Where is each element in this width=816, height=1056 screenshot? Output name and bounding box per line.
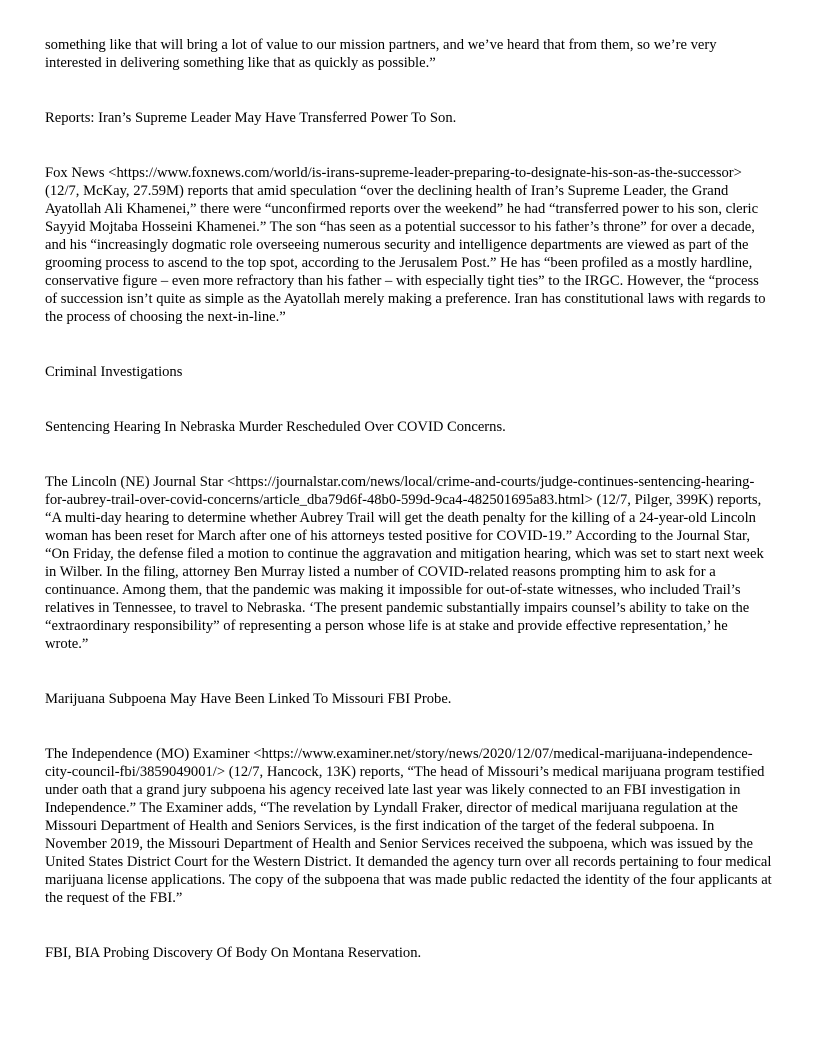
spacer <box>45 127 773 164</box>
headline-marijuana-subpoena: Marijuana Subpoena May Have Been Linked To Missouri FBI Probe. <box>45 691 452 707</box>
spacer <box>45 326 773 363</box>
paragraph-mission-partners-quote: something like that will bring a lot of value to our mission partners, and we’ve heard that from them, so we’re very interested in delivering something like that as quickly as possible.” <box>45 37 717 71</box>
spacer <box>45 653 773 690</box>
spacer <box>45 907 773 944</box>
spacer <box>45 381 773 418</box>
spacer <box>45 72 773 109</box>
document-page <box>45 36 773 962</box>
headline-nebraska-sentencing: Sentencing Hearing In Nebraska Murder Rescheduled Over COVID Concerns. <box>45 419 506 435</box>
paragraph-independence-examiner: The Independence (MO) Examiner <https://www.examiner.net/story/news/2020/12/07/medical-marijuana-independence-city-council-fbi/3859049001/> (12/7, Hancock, 13K) reports, “The head of Missouri’s medical marijuana program testified under oath that a grand jury subpoena his agency received late last year was likely connected to an FBI investigation in Independence.” The Examiner adds, “The revelation by Lyndall Fraker, director of medical marijuana regulation at the Missouri Department of Health and Seniors Services, is the first indication of the target of the federal subpoena. In November 2019, the Missouri Department of Health and Senior Services received the subpoena, which was issued by the United States District Court for the Western District. It demanded the agency turn over all records pertaining to four medical marijuana license applications. The copy of the subpoena that was made public redacted the identity of the four applicants at the request of the FBI.” <box>45 746 772 906</box>
headline-fbi-bia-montana: FBI, BIA Probing Discovery Of Body On Montana Reservation. <box>45 945 422 961</box>
paragraph-lincoln-journal-star: The Lincoln (NE) Journal Star <https://journalstar.com/news/local/crime-and-courts/judge-continues-sentencing-hearing-for-aubrey-trail-over-covid-concerns/article_dba79d6f-48b0-599d-9ca4-482501695a83.html> (12/7, Pilger, 399K) reports, “A multi-day hearing to determine whether Aubrey Trail will get the death penalty for the killing of a 24-year-old Lincoln woman has been reset for March after one of his attorneys tested positive for COVID-19.” According to the Journal Star, “On Friday, the defense filed a motion to continue the aggravation and mitigation hearing, which was set to start next week in Wilber. In the filing, attorney Ben Murray listed a number of COVID-related reasons prompting him to ask for a continuance. Among them, that the pandemic was making it impossible for out-of-state witnesses, who included Trail’s relatives in Tennessee, to travel to Nebraska. ‘The present pandemic substantially impairs counsel’s ability to take on the “extraordinary responsibility” of representing a person whose life is at stake and provide effective representation,’ he wrote.” <box>45 474 764 652</box>
headline-iran-supreme-leader: Reports: Iran’s Supreme Leader May Have Transferred Power To Son. <box>45 110 457 126</box>
spacer <box>45 436 773 473</box>
paragraph-fox-news: Fox News <https://www.foxnews.com/world/is-irans-supreme-leader-preparing-to-designate-his-son-as-the-successor> (12/7, McKay, 27.59M) reports that amid speculation “over the declining health of Iran’s Supreme Leader, the Grand Ayatollah Ali Khamenei,” there were “unconfirmed reports over the weekend” he had “transferred power to his son, cleric Sayyid Mojtaba Hosseini Khamenei.” The son “has seen as a potential successor to his father’s throne” for over a decade, and his “increasingly dogmatic role overseeing numerous security and intelligence departments are viewed as part of the grooming process to ascend to the top spot, according to the Jerusalem Post.” He has “been profiled as a mostly hardline, conservative figure – even more refractory than his father – with especially tight ties” to the IRGC. However, the “process of succession isn’t quite as simple as the Ayatollah merely making a preference. Iran has constitutional laws with regards to the process of choosing the next-in-line.” <box>45 165 766 325</box>
section-heading-criminal-investigations: Criminal Investigations <box>45 364 183 380</box>
spacer <box>45 708 773 745</box>
